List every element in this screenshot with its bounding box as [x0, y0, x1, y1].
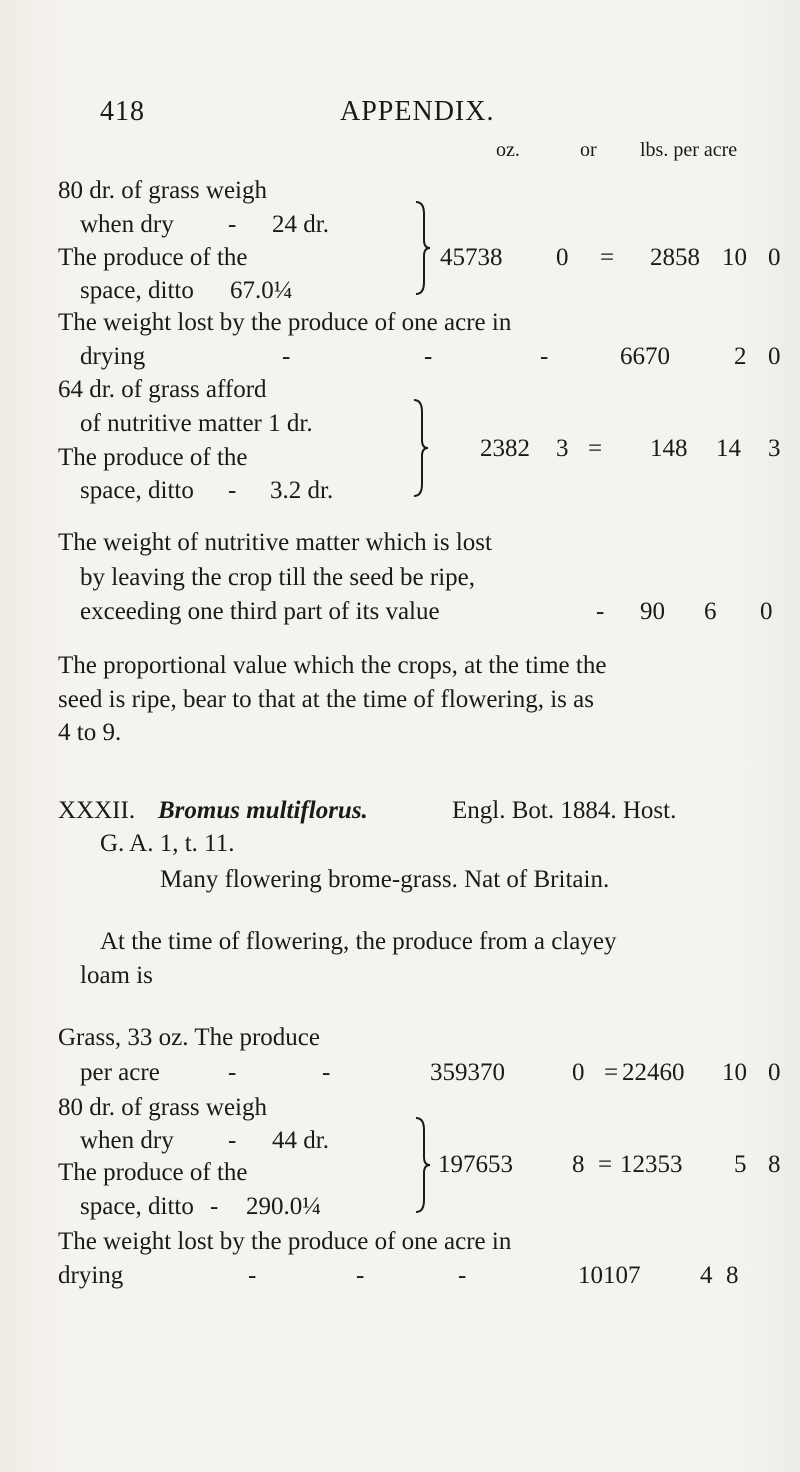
- block4-line3: exceeding one third part of its value: [80, 598, 440, 625]
- block3-line4-value: 3.2 dr.: [270, 477, 334, 504]
- block5-dr: 0: [768, 1059, 781, 1086]
- entry-reference-2: G. A. 1, t. 11.: [100, 830, 235, 857]
- block2-lbs: 6670: [620, 343, 670, 370]
- block3-line4-label: space, ditto: [80, 477, 194, 504]
- block1-brace: [414, 200, 432, 296]
- block6-line2-label: when dry: [80, 1127, 174, 1154]
- block4-lbs: 90: [640, 598, 665, 625]
- column-header-oz: oz.: [496, 139, 520, 161]
- block2-dr: 0: [768, 343, 781, 370]
- block5-equals: =: [604, 1059, 619, 1086]
- entry-numeral: XXXII.: [58, 797, 136, 824]
- block2-dash1: -: [282, 343, 291, 370]
- running-title: APPENDIX.: [340, 96, 495, 127]
- block4-line1: The weight of nutritive matter which is lost: [58, 529, 492, 556]
- block4-dr: 0: [760, 598, 773, 625]
- block1-line3: The produce of the: [58, 244, 248, 271]
- block3-equals: =: [588, 435, 603, 462]
- block1-line2-label: when dry: [80, 211, 174, 238]
- block5-oz: 10: [722, 1059, 747, 1086]
- column-header-or: or: [580, 139, 597, 161]
- block1-line1: 80 dr. of grass weigh: [58, 177, 267, 204]
- block7-dash1: -: [248, 1262, 257, 1289]
- block5-value2: 0: [572, 1059, 585, 1086]
- block1-value2: 0: [556, 244, 569, 271]
- block5-lbs: 22460: [622, 1059, 685, 1086]
- paragraph2-line2: loam is: [80, 962, 153, 989]
- block3-line1: 64 dr. of grass afford: [58, 376, 267, 403]
- block6-line4-value: 290.0¼: [246, 1193, 321, 1220]
- block1-lbs: 2858: [650, 244, 700, 271]
- block3-brace: [412, 398, 430, 498]
- block3-line2: of nutritive matter 1 dr.: [80, 410, 313, 437]
- block4-dash: -: [596, 598, 605, 625]
- block1-oz: 10: [722, 244, 747, 271]
- block3-lbs: 148: [650, 435, 688, 462]
- block3-dr: 3: [768, 435, 781, 462]
- block6-brace: [414, 1116, 432, 1214]
- column-header-lbs-per-acre: lbs. per acre: [640, 139, 738, 161]
- block1-line2-dash: -: [228, 211, 237, 238]
- block1-line4-value: 67.0¼: [230, 277, 293, 304]
- block6-equals: =: [598, 1151, 613, 1178]
- block1-value: 45738: [440, 244, 503, 271]
- block6-value: 197653: [438, 1151, 513, 1178]
- block7-lbs: 10107: [578, 1262, 641, 1289]
- block1-line4-label: space, ditto: [80, 277, 194, 304]
- block7-dash3: -: [458, 1262, 467, 1289]
- paragraph1-line3: 4 to 9.: [58, 719, 122, 746]
- block3-value: 2382: [480, 435, 530, 462]
- block6-line3: The produce of the: [58, 1159, 248, 1186]
- block7-dash2: -: [356, 1262, 365, 1289]
- block1-line2-value: 24 dr.: [272, 211, 329, 238]
- block5-value: 359370: [430, 1059, 505, 1086]
- block4-oz: 6: [704, 598, 717, 625]
- block6-oz: 5: [734, 1151, 747, 1178]
- block2-oz: 2: [734, 343, 747, 370]
- entry-common-name: Many flowering brome-grass. Nat of Britain.: [160, 866, 610, 893]
- block5-dash2: -: [322, 1059, 331, 1086]
- block6-line1: 80 dr. of grass weigh: [58, 1094, 267, 1121]
- paragraph2-line1: At the time of flowering, the produce from a clayey: [100, 928, 617, 955]
- block6-lbs: 12353: [620, 1151, 683, 1178]
- block6-value2: 8: [572, 1151, 585, 1178]
- entry-reference: Engl. Bot. 1884. Host.: [452, 797, 677, 824]
- block6-line4-label: space, ditto: [80, 1193, 194, 1220]
- block2-dash3: -: [540, 343, 549, 370]
- block1-equals: =: [600, 244, 615, 271]
- block1-dr: 0: [768, 244, 781, 271]
- paragraph1-line1: The proportional value which the crops, at the time the: [58, 652, 607, 679]
- block7-oz: 4: [700, 1262, 713, 1289]
- paragraph1-line2: seed is ripe, bear to that at the time of flowering, is as: [58, 686, 594, 713]
- block7-dr: 8: [726, 1262, 739, 1289]
- block5-dash1: -: [228, 1059, 237, 1086]
- block3-oz: 14: [716, 435, 741, 462]
- block5-line1: Grass, 33 oz. The produce: [58, 1024, 320, 1051]
- block2-dash2: -: [424, 343, 433, 370]
- block2-line2-label: drying: [80, 343, 146, 370]
- block7-line2-label: drying: [58, 1262, 124, 1289]
- block4-line2: by leaving the crop till the seed be ripe,: [80, 564, 476, 591]
- block6-dr: 8: [768, 1151, 781, 1178]
- block6-line4-dash: -: [210, 1193, 219, 1220]
- page-number: 418: [100, 96, 145, 127]
- block6-line2-value: 44 dr.: [272, 1127, 329, 1154]
- block7-line1: The weight lost by the produce of one acre in: [58, 1228, 512, 1255]
- block2-line1: The weight lost by the produce of one acre in: [58, 309, 512, 336]
- block6-line2-dash: -: [228, 1127, 237, 1154]
- block3-line4-dash: -: [228, 477, 237, 504]
- entry-species-name: Bromus multiflorus.: [158, 797, 368, 824]
- block3-line3: The produce of the: [58, 444, 248, 471]
- block3-value2: 3: [556, 435, 569, 462]
- block5-line2-label: per acre: [80, 1059, 160, 1086]
